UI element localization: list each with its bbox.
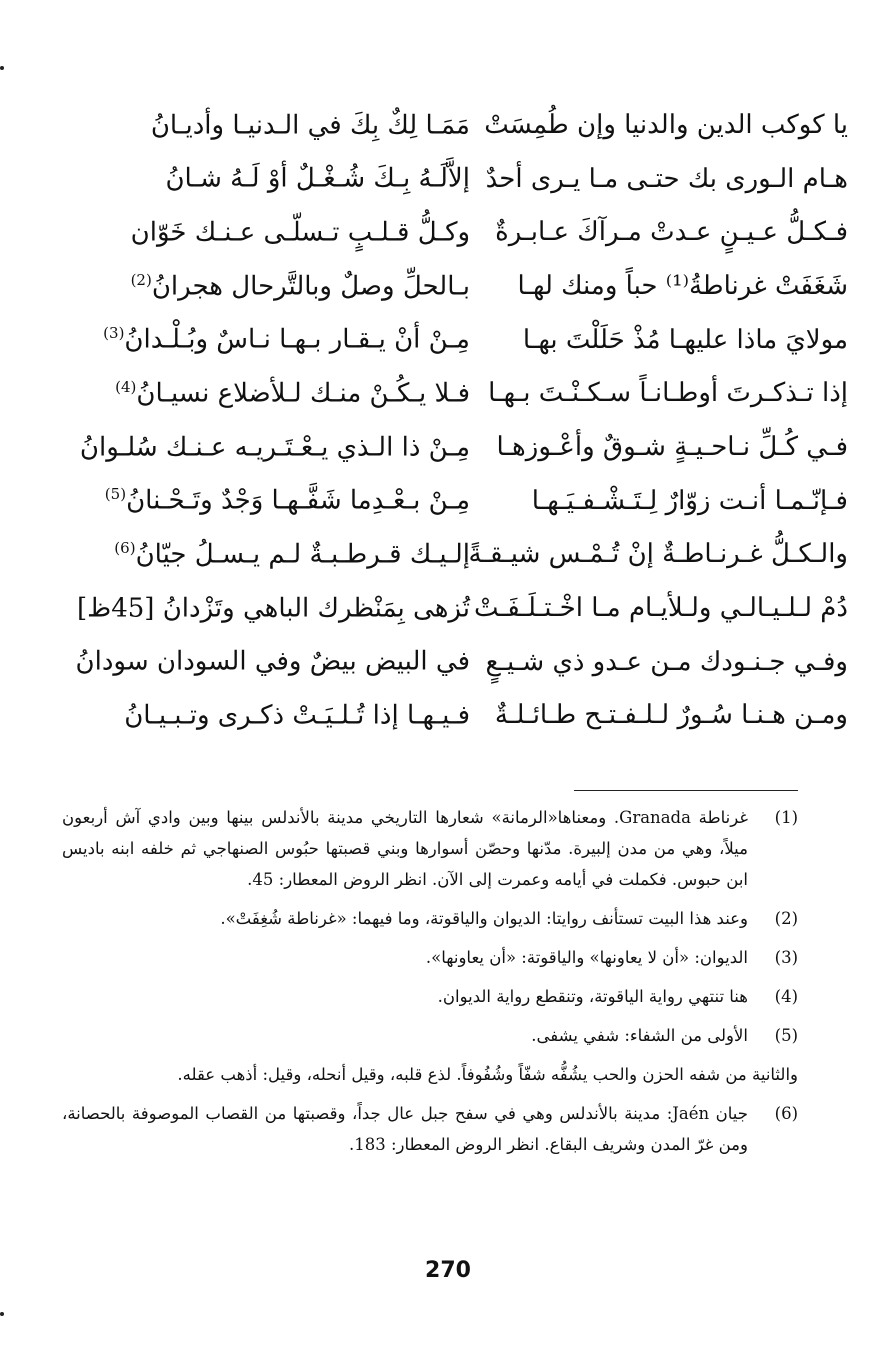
footnote-number: (5)	[774, 1026, 798, 1045]
footnote-ref: (2)	[130, 270, 152, 289]
edge-mark	[0, 1312, 4, 1316]
footnote-number: (2)	[774, 909, 798, 928]
verse-second-hemistich: إلاَّلَـهُ بِـكَ شُـغْـلٌ أوْ لَـهُ شـانُ	[165, 163, 470, 194]
footnote-number: (1)	[774, 808, 798, 827]
verse-first-hemistich: شَغَفَتْ غرناطةُ⁽¹⁾ حباً ومنك لهـا	[517, 270, 848, 301]
footnote-ref: (5)	[104, 485, 127, 504]
verse	[50, 474, 848, 528]
verse-first-hemistich: إذا تـذكـرتَ أوطـانـاً سـكـنْـتَ بـهـا	[488, 378, 848, 409]
verse-second-hemistich: فـلا يـكُـنْ منـك لـلأضلاع نسيـانُ$^{(4)}$	[115, 377, 470, 409]
verse-first-hemistich: مولايَ ماذا عليهـا مُذْ حَلَلْتَ بهـا	[522, 324, 848, 355]
verse	[50, 635, 848, 689]
verse	[50, 313, 848, 367]
verse	[50, 528, 848, 582]
verse	[50, 581, 848, 635]
footnote-text: والثانية من شفه الحزن والحب يشُفُّه شفّاً وشُفُوفاً. لذع قلبه، وقيل أنحله، وقيل: أذهب عقله.	[177, 1065, 798, 1084]
verse	[50, 205, 848, 259]
verse-first-hemistich: دُمْ لـلـيـالـي ولـلأيـام مـا اخْـتـلَـفَـتْ	[474, 593, 848, 624]
verse-second-hemistich: بـالحلِّ وصلٌ وبالتَّرحال هجرانُ$^{(2)}$	[130, 270, 470, 302]
footnote	[62, 1098, 798, 1160]
footnote-ref: (3)	[103, 324, 125, 343]
footnote-ref: (4)	[115, 377, 137, 396]
verse	[50, 689, 848, 743]
verse	[50, 98, 848, 152]
verse-second-hemistich: مِـنْ أنْ يـقـار بـهـا نـاسٌ وبُـلْـدانُ$^{(3)}$	[103, 324, 470, 355]
verse	[50, 420, 848, 474]
verse-first-hemistich: ومـن هـنـا سُـورٌ لـلـفـتـح طـائـلـةٌ	[494, 700, 848, 731]
verse	[50, 366, 848, 420]
verse-second-hemistich: إلـيـك قـرطـبـةٌ لـم يـسـلُ جيّانُ$^{(6)}$	[114, 539, 470, 570]
footnote	[62, 981, 798, 1012]
footnote-text: وعند هذا البيت تستأنف روايتا: الديوان والياقوتة، وما فيهما: «غرناطة شُغِفَتْ».	[220, 909, 748, 928]
footnote-text: هنا تنتهي رواية الياقوتة، وتنقطع رواية الديوان.	[437, 987, 748, 1006]
verse-second-hemistich: تُزهى بِمَنْظرك الباهي وتَزْدانُ [45ظ]	[76, 593, 470, 624]
footnote-separator	[574, 790, 798, 791]
verse	[50, 259, 848, 313]
verse-second-hemistich: وكـلُّ قـلـبٍ تـسلّـى عـنـك خَوّان	[130, 217, 470, 248]
footnote-ref: (6)	[114, 539, 136, 558]
footnote-number: (3)	[774, 948, 798, 967]
verse-second-hemistich: مَمَـا لِكٌ بِكَ في الـدنيـا وأديـانُ	[150, 110, 470, 141]
footnote	[62, 903, 798, 934]
verse-first-hemistich: والـكـلُّ غـرنـاطـةٌ إنْ تُـمْـس شيـقـةً	[468, 539, 848, 570]
footnote	[62, 1020, 798, 1051]
poem	[50, 98, 848, 742]
footnote-continuation	[62, 1059, 798, 1090]
verse-first-hemistich: فـكـلُّ عـيـنٍ عـدتْ مـرآكَ عـابـرةٌ	[495, 217, 848, 248]
edge-mark	[0, 66, 4, 70]
footnote-text: الديوان: «أن لا يعاونها» والياقوتة: «أن يعاونها».	[425, 948, 748, 967]
verse	[50, 152, 848, 206]
footnotes	[62, 802, 798, 1168]
footnote	[62, 942, 798, 973]
verse-second-hemistich: مِـنْ ذا الـذي يـعْـتَـريـه عـنـك سُلـوانُ	[79, 432, 470, 463]
verse-first-hemistich: وفـي جـنـودك مـن عـدو ذي شـيـعٍ	[485, 646, 848, 677]
footnote	[62, 802, 798, 895]
footnote-text: جيان Jaén: مدينة بالأندلس وهي في سفح جبل عال جداً، وقصبتها من القصاب الموصوفة بالحصانة، ومن غرّ المدن وشريف البقاع. انظر الروض المعطار: 183.	[62, 1104, 748, 1154]
verse-first-hemistich: فـإنّـمـا أنـت زوّارٌ لِـتَـشْـفـيَـهـا	[531, 485, 848, 516]
footnote-number: (6)	[774, 1104, 798, 1123]
footnote-text: الأولى من الشفاء: شفي يشفى.	[531, 1026, 748, 1045]
verse-first-hemistich: يا كوكب الدين والدنيا وإن طُمِسَتْ	[484, 109, 848, 140]
verse-second-hemistich: في البيض بيضٌ وفي السودان سودانُ	[75, 647, 470, 678]
page-number: 270	[425, 1258, 471, 1283]
footnote-text: غرناطة Granada. ومعناها«الرمانة» شعارها التاريخي مدينة بالأندلس بينها وبين وادي آش أربعون ميلاً، وهي من مدن إلبيرة. مدّنها وحصّن أسوارها وبني قصبتها حبُوس الصنهاجي ثم خلفه ابنه باديس ابن حبوس. فكملت في أيامه وعمرت إلى الآن. انظر الروض المعطار: 45.	[62, 808, 748, 889]
verse-first-hemistich: هـام الـورى بك حتـى مـا يـرى أحدٌ	[485, 163, 848, 194]
footnote-number: (4)	[774, 987, 798, 1006]
verse-second-hemistich: فـيـهـا إذا تُـلـيَـتْ ذكـرى وتـبـيـانُ	[124, 700, 470, 731]
verse-second-hemistich: مِـنْ بـعْـدِما شَفَّـهـا وَجْدٌ وتَـحْـنانُ$^{(5)}$	[104, 485, 470, 516]
verse-first-hemistich: فـي كُـلِّ نـاحـيـةٍ شـوقٌ وأعْـوزهـا	[496, 431, 848, 462]
